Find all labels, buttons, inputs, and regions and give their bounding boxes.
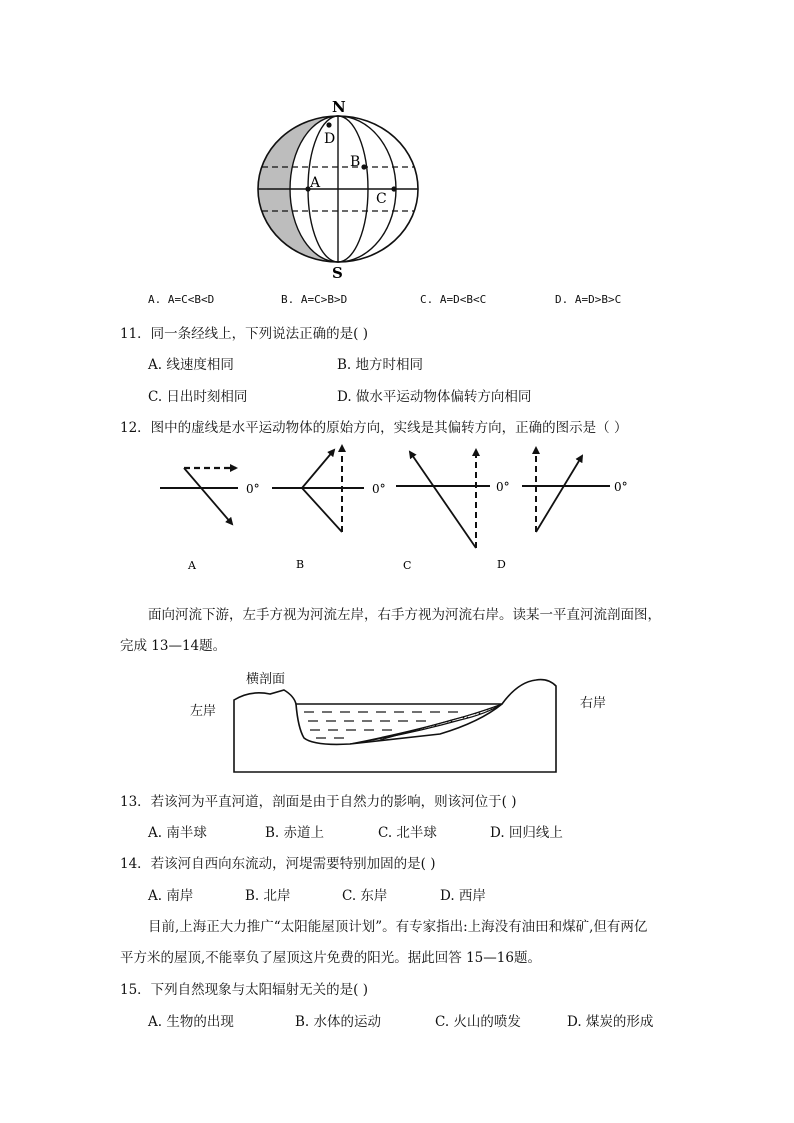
passage1-line1: 面向河流下游，左手方视为河流左岸，右手方视为河流右岸。读某一平直河流剖面图， <box>148 607 661 623</box>
label-d: D <box>324 131 336 147</box>
diagram-b <box>272 446 386 532</box>
zero-c: 0° <box>496 480 510 494</box>
q13-option-b: B. 赤道上 <box>265 825 325 841</box>
q12-stem: 12．图中的虚线是水平运动物体的原始方向，实线是其偏转方向，正确的图示是（ ） <box>120 420 628 436</box>
river-channel <box>296 704 502 744</box>
label-n: N <box>332 98 346 116</box>
q11-option-c: C. 日出时刻相同 <box>148 389 248 405</box>
label-s: S <box>332 264 343 281</box>
q13-option-c: C. 北半球 <box>378 825 437 841</box>
zero-d: 0° <box>614 480 628 494</box>
passage1-line2: 完成 13—14题。 <box>120 638 227 654</box>
q15-option-d: D. 煤炭的形成 <box>567 1014 654 1030</box>
q15-stem: 15．下列自然现象与太阳辐射无关的是( ) <box>120 982 369 998</box>
q11-option-d: D. 做水平运动物体偏转方向相同 <box>337 389 532 405</box>
q13-option-d: D. 回归线上 <box>490 825 563 841</box>
zero-a: 0° <box>246 482 260 496</box>
diagram-d <box>522 448 628 532</box>
deflection-diagrams <box>150 444 650 584</box>
river-left-bank: 左岸 <box>190 703 217 718</box>
passage2-line1: 目前,上海正大力推广“太阳能屋顶计划”。有专家指出:上海没有油田和煤矿,但有两亿 <box>148 919 648 935</box>
river-cross-section <box>230 676 570 776</box>
diagram-a <box>160 468 260 524</box>
q14-stem: 14．若该河自西向东流动，河堤需要特别加固的是( ) <box>120 856 436 872</box>
q14-option-a: A. 南岸 <box>148 888 194 904</box>
point-d <box>326 122 331 127</box>
q13-stem: 13．若该河为平直河道，剖面是由于自然力的影响，则该河位于( ) <box>120 794 517 810</box>
diagram-label-a: A <box>188 559 196 572</box>
river-right-bank: 右岸 <box>580 695 607 710</box>
q14-option-b: B. 北岸 <box>245 888 291 904</box>
diagram-c <box>396 450 510 548</box>
passage2-line2: 平方米的屋顶,不能辜负了屋顶这片免费的阳光。据此回答 15—16题。 <box>120 950 541 966</box>
q13-option-a: A. 南半球 <box>148 825 207 841</box>
q15-option-a: A. 生物的出现 <box>148 1014 234 1030</box>
q14-option-d: D. 西岸 <box>440 888 486 904</box>
globe-figure <box>248 96 428 281</box>
q11-option-b: B. 地方时相同 <box>337 357 424 373</box>
point-b <box>361 164 366 169</box>
zero-b: 0° <box>372 482 386 496</box>
diagram-label-c: C <box>403 559 412 572</box>
q14-option-c: C. 东岸 <box>342 888 388 904</box>
sediment-deposit <box>350 704 502 744</box>
label-c: C <box>376 191 387 207</box>
q11-stem: 11．同一条经线上，下列说法正确的是( ) <box>120 326 369 342</box>
q10-option-a: A. A=C<B<D <box>148 293 215 306</box>
point-c <box>391 186 396 191</box>
label-a: A <box>310 175 321 191</box>
river-figure-title: 横剖面 <box>246 671 286 686</box>
terrain-outline <box>234 680 556 772</box>
diagram-label-d: D <box>497 558 506 571</box>
diagram-label-b: B <box>296 558 305 571</box>
q10-option-b: B. A=C>B>D <box>281 293 348 306</box>
q11-option-a: A. 线速度相同 <box>148 357 234 373</box>
q15-option-c: C. 火山的喷发 <box>435 1014 521 1030</box>
label-b: B <box>350 154 361 170</box>
q15-option-b: B. 水体的运动 <box>295 1014 382 1030</box>
q10-option-c: C. A=D<B<C <box>420 293 487 306</box>
q10-option-d: D. A=D>B>C <box>555 293 622 306</box>
